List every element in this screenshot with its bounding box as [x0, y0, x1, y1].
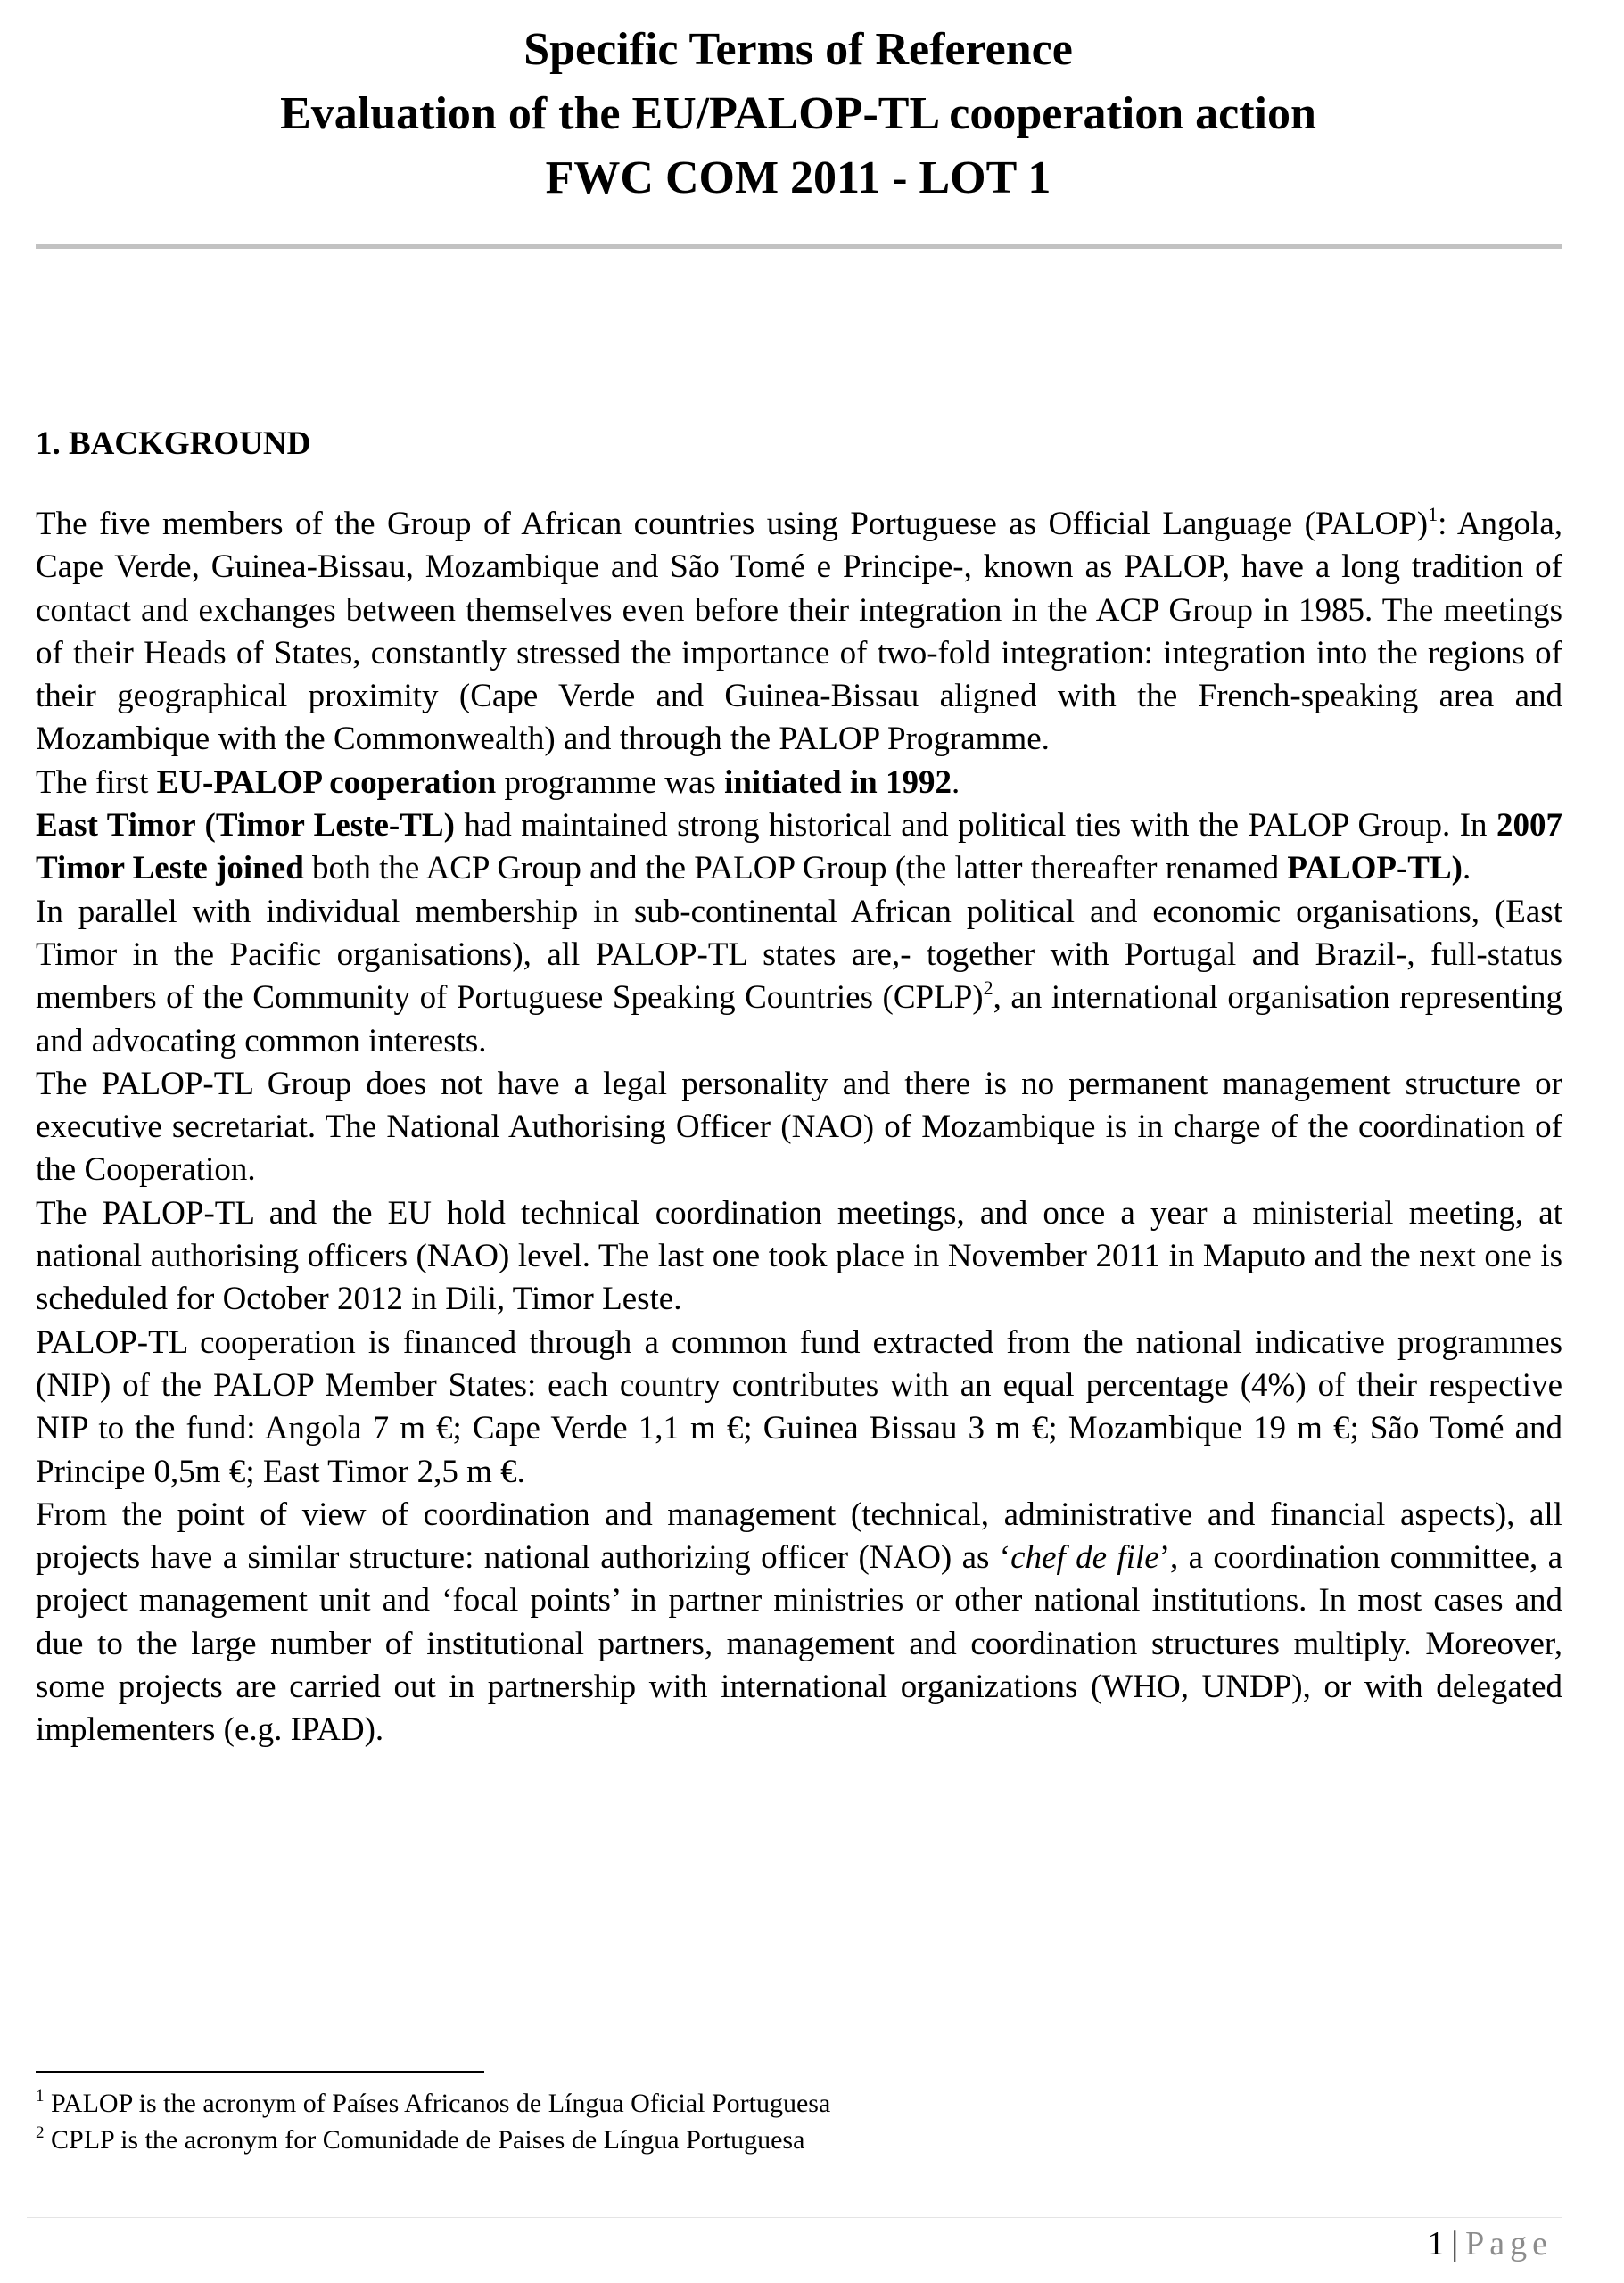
- paragraph-legal-personality: The PALOP-TL Group does not have a legal personality and there is no permanent management structure or executive secretariat. The National Authorising Officer (NAO) of Mozambique is in charge of the coordination of the Cooperation.: [36, 1065, 1562, 1189]
- footnote-2: [36, 2122, 1284, 2158]
- footnote-divider: [36, 2071, 484, 2073]
- paragraph-text: The five members of the Group of African countries using Portuguese as Official Language (PALOP): [36, 506, 1429, 542]
- footnote-number: 2: [36, 2123, 45, 2142]
- paragraph-text: programme was: [496, 763, 725, 801]
- page-number: [1428, 2219, 1553, 2269]
- bold-text: initiated in 1992: [724, 763, 952, 801]
- paragraph-text: In parallel with individual membership in sub-continental African political and economic organisations, (East Timor in the Pacific organisations), all PALOP-TL states are,- together with Portugal and Brazil-, full-status members of the Community of Portuguese Speaking Countries (CPLP): [36, 893, 1562, 1017]
- page-number-separator: |: [1451, 2225, 1459, 2262]
- footnote-number: 1: [36, 2087, 45, 2106]
- footnote-1: [36, 2085, 1284, 2122]
- background-body: [36, 503, 1562, 1752]
- title-line-3: FWC COM 2011 - LOT 1: [545, 152, 1051, 203]
- paragraph-coordination-meetings: The PALOP-TL and the EU hold technical coordination meetings, and once a year a ministerial meeting, at national authorising officers (NAO) level. The last one took place in November 2011 in Maputo and the next one is scheduled for October 2012 in Dili, Timor Leste.: [36, 1194, 1562, 1318]
- footnotes: [36, 2085, 1284, 2158]
- paragraph-text: , an international organisation representing and advocating common interests.: [36, 979, 1562, 1059]
- paragraph-text: : Angola, Cape Verde, Guinea-Bissau, Mozambique and São Tomé e Principe-, known as PALOP, have a long tradition of contact and exchanges between themselves even before their integration in the ACP Group in 1985. The meetings of their Heads of States, constantly stressed the importance of two-fold integration: integration into the regions of their geographical proximity (Cape Verde and Guinea-Bissau aligned with the French-speaking area and Mozambique with the Commonwealth) and through the PALOP Programme.: [36, 506, 1562, 758]
- footer-divider: [27, 2217, 1562, 2218]
- footnote-ref-1: 1: [1428, 503, 1439, 525]
- title-line-2: Evaluation of the EU/PALOP-TL cooperation action: [280, 88, 1316, 139]
- section-heading-background: 1. BACKGROUND: [36, 425, 311, 462]
- bold-text: EU-PALOP cooperation: [156, 763, 497, 801]
- paragraph-text: The first: [36, 763, 157, 801]
- paragraph-text: ’, a coordination committee, a project management unit and ‘focal points’ in partner ministries or other national institutions. In most cases and due to the large number of institutional partners, management and coordination structures multiply. Moreover, some projects are carried out in partnership with international organizations (WHO, UNDP), or with delegated implementers (e.g. IPAD).: [36, 1539, 1563, 1749]
- title-divider: [36, 244, 1562, 249]
- paragraph-eu-palop-start: [36, 762, 1562, 804]
- footnote-ref-2: 2: [983, 977, 993, 1000]
- footnote-text: CPLP is the acronym for Comunidade de Paises de Língua Portuguesa: [51, 2125, 805, 2155]
- bold-text: 2007 Timor Leste joined: [36, 807, 1563, 887]
- italic-text: chef de file: [1010, 1539, 1159, 1577]
- bold-text: PALOP-TL): [1287, 850, 1463, 887]
- footnote-text: PALOP is the acronym of Países Africanos de Língua Oficial Portuguesa: [51, 2089, 831, 2118]
- paragraph-text: had maintained strong historical and political ties with the PALOP Group. In: [454, 807, 1497, 845]
- title-line-1: Specific Terms of Reference: [523, 24, 1073, 75]
- paragraph-east-timor: [36, 804, 1562, 891]
- paragraph-text: From the point of view of coordination and management (technical, administrative and financial aspects), all projects have a similar structure: national authorizing officer (NAO) as ‘: [36, 1496, 1562, 1577]
- document-title: [0, 18, 1596, 210]
- page-number-value: 1: [1427, 2225, 1445, 2262]
- paragraph-project-structure: [36, 1494, 1562, 1752]
- paragraph-text: both the ACP Group and the PALOP Group (the latter thereafter renamed: [303, 850, 1288, 887]
- paragraph-palop-members: [36, 503, 1562, 762]
- page-word: Page: [1465, 2225, 1553, 2262]
- paragraph-text: .: [1462, 850, 1471, 887]
- paragraph-financing: PALOP-TL cooperation is financed through a common fund extracted from the national indicative programmes (NIP) of the PALOP Member States: each country contributes with an equal percentage (4%) of their respective NIP to the fund: Angola 7 m €; Cape Verde 1,1 m €; Guinea Bissau 3 m €; Mozambique 19 m €; São Tomé and Principe 0,5m €; East Timor 2,5 m €.: [36, 1323, 1562, 1490]
- paragraph-text: .: [951, 763, 960, 801]
- paragraph-cplp: [36, 891, 1562, 1063]
- bold-text: East Timor (Timor Leste-TL): [36, 807, 455, 845]
